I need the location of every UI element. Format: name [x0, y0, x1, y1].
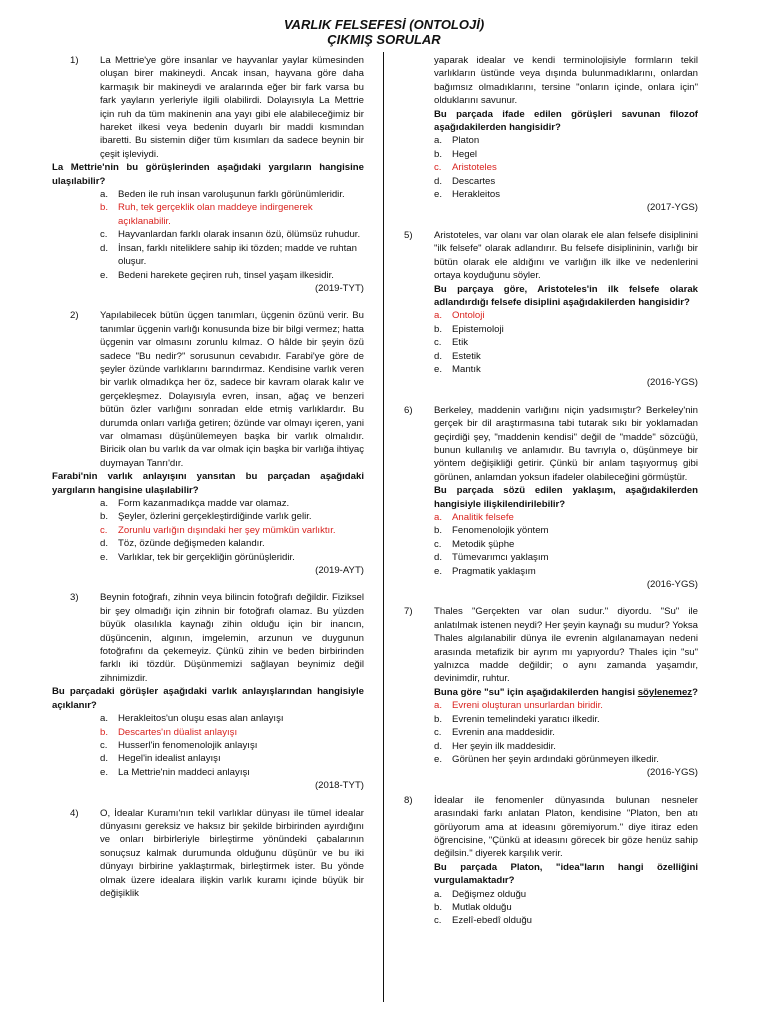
- left-column: [52, 54, 364, 914]
- option-d[interactable]: d. Descartes: [434, 175, 496, 187]
- option-e[interactable]: e. La Mettrie'nin maddeci anlayışı: [100, 766, 250, 778]
- question-stem: Buna göre "su" için aşağıdakilerden hangisi söylenemez?: [434, 686, 698, 698]
- option-a[interactable]: a. Form kazanmadıkça madde var olamaz.: [100, 498, 290, 509]
- options-list: [404, 134, 698, 201]
- options-list: [404, 888, 698, 928]
- question-passage: Yapılabilecek bütün üçgen tanımları, üçgenin özünü verir. Bu tanımlar üçgenin varlığı konusunda bize bir bilgi vermez; hatta üçgenin var olmasını zorunlu kılmaz. O hâlde bir şeyin özü sadece "Bu nedir?" sorusunun cevabıdır. Farabi'ye göre de şeyler özünde varlıklarını barındırmaz. Kendisine varlık veren bir varlık olmadıkça her öz, sadece bir kavram olarak kalır ve gerçekleşmez. Dolayısıyla evren, insan, ağaç ve benzeri bütün özler varlığını sonradan elde etmiş varlıklardır. Bu durumda onları varlığa getiren; özünde var olmayı içeren, yani var olmaması düşünülemeyen başka bir varlık olmalıdır. Biricik olan bu varlık da var olmak için başka bir varlığa ihtiyaç duymayan Tanrı'dır.: [100, 310, 364, 469]
- question-1: [52, 54, 364, 295]
- question-source: (2019-TYT): [314, 282, 364, 294]
- options-list: [404, 309, 698, 376]
- option-b[interactable]: b. Mutlak olduğu: [434, 901, 512, 913]
- option-a-correct[interactable]: a. Evreni oluşturan unsurlardan biridir.: [434, 700, 603, 712]
- option-a[interactable]: a. Herakleitos'un oluşu esas alan anlayışı: [100, 713, 284, 725]
- option-a-correct[interactable]: a. Ontoloji: [434, 310, 485, 322]
- option-b-correct[interactable]: b. Descartes'ın düalist anlayışı: [100, 726, 238, 738]
- question-source: (2018-TYT): [314, 780, 364, 792]
- question-stem: Bu parçada sözü edilen yaklaşım, aşağıdakilerden hangisiyle ilişkilendirilebilir?: [434, 485, 698, 510]
- question-number: 7): [404, 606, 413, 618]
- question-4-continued: [404, 54, 698, 215]
- option-c[interactable]: c. Ezelî-ebedî olduğu: [434, 915, 533, 927]
- question-number: 4): [70, 807, 79, 819]
- question-4: [52, 807, 364, 901]
- option-e[interactable]: e. Varlıklar, tek bir gerçekliğin görünüşleridir.: [100, 551, 295, 563]
- right-column: [404, 54, 698, 942]
- option-c-correct[interactable]: c. Aristoteles: [434, 162, 497, 174]
- option-e[interactable]: e. Herakleitos: [434, 189, 500, 201]
- option-b[interactable]: b. Fenomenolojik yöntem: [434, 525, 549, 537]
- page-subtitle: ÇIKMIŞ SORULAR: [327, 32, 441, 47]
- option-d[interactable]: d. Estetik: [434, 350, 481, 362]
- option-a-correct[interactable]: a. Analitik felsefe: [434, 512, 514, 523]
- question-stem: Bu parçadaki görüşler aşağıdaki varlık anlayışlarından hangisiyle açıklanır?: [52, 686, 364, 711]
- question-stem: Farabi'nin varlık anlayışını yansıtan bu parçadan aşağıdaki yargıların hangisine ulaşılabilir?: [52, 471, 364, 496]
- question-stem: Bu parçada Platon, "idea"ların hangi özelliğini vurgulamaktadır?: [434, 861, 698, 887]
- option-c[interactable]: c. Etik: [434, 337, 468, 349]
- option-b[interactable]: b. Hegel: [434, 148, 478, 160]
- option-d[interactable]: d. Her şeyin ilk maddesidir.: [434, 740, 556, 752]
- option-a[interactable]: a. Platon: [434, 135, 480, 147]
- option-b-correct[interactable]: b. Ruh, tek gerçeklik olan maddeye indirgenerek açıklanabilir.: [100, 202, 313, 227]
- question-source: (2016-YGS): [646, 579, 698, 591]
- option-b[interactable]: b. Şeyler, özlerini gerçekleştirdiğinde varlık gelir.: [100, 511, 312, 523]
- negative-keyword: söylenemez: [637, 686, 693, 698]
- option-b[interactable]: b. Evrenin temelindeki yaratıcı ilkedir.: [434, 713, 600, 725]
- question-passage-continued: yaparak idealar ve kendi terminolojisiyle formların tekil varlıkların üstünde veya dışında bulunmadıklarını, onlardan bağımsız olmadıklarını, tersine "onların içinde, onlara için" olduklarını savunur.: [434, 55, 698, 107]
- question-number: 5): [404, 229, 413, 241]
- question-2: [52, 309, 364, 577]
- option-e[interactable]: e. Bedeni harekete geçiren ruh, tinsel yaşam ilkesidir.: [100, 269, 334, 281]
- option-e[interactable]: e. Pragmatik yaklaşım: [434, 565, 536, 577]
- options-list: [404, 699, 698, 766]
- question-number: 1): [70, 55, 79, 66]
- question-stem: Bu parçaya göre, Aristoteles'in ilk felsefe olarak adlandırdığı felsefe disiplini aşağıdakilerden hangisidir?: [434, 283, 698, 308]
- question-number: 6): [404, 404, 413, 416]
- option-d[interactable]: d. Tümevarımcı yaklaşım: [434, 552, 549, 564]
- option-d[interactable]: d. Töz, özünde değişmeden kalandır.: [100, 538, 265, 550]
- option-e[interactable]: e. Görünen her şeyin ardındaki görünmeyen ilkedir.: [434, 753, 659, 765]
- question-stem: Bu parçada ifade edilen görüşleri savunan filozof aşağıdakilerden hangisidir?: [434, 108, 698, 134]
- column-divider: [383, 52, 384, 1002]
- page-title: VARLIK FELSEFESİ (ONTOLOJİ): [283, 17, 485, 32]
- option-c[interactable]: c. Evrenin ana maddesidir.: [434, 727, 555, 739]
- question-source: (2019-AYT): [315, 565, 364, 577]
- question-source: (2017-YGS): [646, 202, 698, 214]
- option-c[interactable]: c. Metodik şüphe: [434, 538, 515, 550]
- question-passage: İdealar ile fenomenler dünyasında bulunan nesneler arasındaki farkı anlatan Platon, kendisine "Platon, ben atı görüyorum ama at ideasını göremiyorum." diye itiraz eden öğrencisine, "Çünkü at ideasını görecek bir göze henüz sahip değilsin." diyerek karşılık verir.: [434, 794, 698, 860]
- question-passage: Beynin fotoğrafı, zihnin veya bilincin fotoğrafı değildir. Fiziksel bir şey olmadığı için zihnin bir fotoğrafı olamaz. Bu yüzden büyük olasılıkla kaynağı zihin olduğu için bir inancın, düşüncenin, algının, imgelemin, arzunun ve duygunun fotoğrafını da çekemeyiz. Çünkü zihin ve beden birbirinden farklı iki tözdür. Düşünmemizi sağlayan beynimiz değil zihnimizdir.: [100, 592, 364, 684]
- question-passage: La Mettrie'ye göre insanlar ve hayvanlar yaylar kümesinden oluşan birer makineydi. Ancak insan, hayvana göre daha karmaşık bir makineydi ve aralarında eğer bir fark varsa bu fark yayların yerleriyle ilgili olabilirdi. Dolayısıyla La Mettrie için ruh da tüm makinenin ana yayı gibi ele alabileceğimiz bir hareket ilkesi veya bedenin duyarlı bir maddi kısmından ibaretti. Bu sistemin diğer tüm kısımları da sadece beynin bir çeşit işleviydi.: [100, 55, 364, 160]
- option-e[interactable]: e. Mantık: [434, 363, 481, 375]
- question-number: 8): [404, 794, 413, 806]
- question-source: (2016-YGS): [646, 767, 698, 779]
- question-stem: La Mettrie'nin bu görüşlerinden aşağıdaki yargıların hangisine ulaşılabilir?: [52, 162, 364, 187]
- question-passage: Berkeley, maddenin varlığını niçin yadsımıştır? Berkeley'nin gerçek bir dil araştırmasına tabi tutarak sıkı bir yoklamadan geçirdiği şey, "maddenin kendisi" değil de "madde" sözcüğü, bunun kullanılış ve anlamıdır. Bu tavrıyla o, düşünmeye bir yöntem değişikliği getirir. Çünkü bir anlam taşıyormuş gibi görünen, anlamdan yoksun ifadeler olabileceğini görmüştür.: [434, 404, 698, 483]
- option-a[interactable]: a. Beden ile ruh insan varoluşunun farklı görünümleridir.: [100, 189, 345, 201]
- question-5: [404, 229, 698, 390]
- options-list: [52, 188, 364, 282]
- option-a[interactable]: a. Değişmez olduğu: [434, 888, 527, 900]
- option-d[interactable]: d. Hegel'in idealist anlayışı: [100, 753, 221, 765]
- option-c[interactable]: c. Husserl'in fenomenolojik anlayışı: [100, 739, 258, 751]
- question-passage: Aristoteles, var olanı var olan olarak ele alan felsefe disiplinini "ilk felsefe" olarak adlandırır. Bu felsefe disiplininin, varlığı bir bütün olarak ele aldığını ve varlığın ilk ilke ve nedenlerini ortaya koyduğunu söyler.: [434, 229, 698, 282]
- question-source: (2016-YGS): [646, 377, 698, 389]
- question-passage: Thales "Gerçekten var olan sudur." diyordu. "Su" ile anlatılmak istenen neydi? Her şeyin kaynağı su mudur? Yoksa Thales algılanabilir dünya ile evrenin algılanamayan nedeni arasında metafizik bir ayrım mı yapıyordu? Thales için "su" yalnızca madde değildir; o aynı zamanda yaşamdır, devinimdir, ruhtur.: [434, 606, 698, 685]
- option-d[interactable]: d. İnsan, farklı niteliklere sahip iki tözden; madde ve ruhtan oluşur.: [100, 242, 357, 268]
- option-b[interactable]: b. Epistemoloji: [434, 323, 504, 335]
- option-c[interactable]: c. Hayvanlardan farklı olarak insanın özü, ölümsüz ruhudur.: [100, 229, 361, 241]
- question-8: [404, 794, 698, 928]
- option-c-correct[interactable]: c. Zorunlu varlığın dışındaki her şey mümkün varlıktır.: [100, 524, 336, 536]
- question-passage: O, İdealar Kuramı'nın tekil varlıklar dünyası ile tümel idealar dünyasını gereksiz ve haksız bir şekilde birbirinden ayırdığını ve onları birbirleriyle birleştirme yönündeki çabalarının sonuçsuz kalmak durumunda olduğunu düşünür ve bu iki dünyayı birbirine yaklaştırmak, birleştirmek ister. Bu yönde olmak üzere idealara ilişkin varlık kuramı içinde büyük bir değişiklik: [100, 807, 364, 899]
- question-6: [404, 404, 698, 592]
- options-list: [52, 497, 364, 564]
- options-list: [52, 712, 364, 779]
- question-3: [52, 591, 364, 792]
- question-number: 3): [70, 592, 79, 604]
- question-number: 2): [70, 310, 79, 322]
- question-7: [404, 605, 698, 779]
- options-list: [404, 511, 698, 578]
